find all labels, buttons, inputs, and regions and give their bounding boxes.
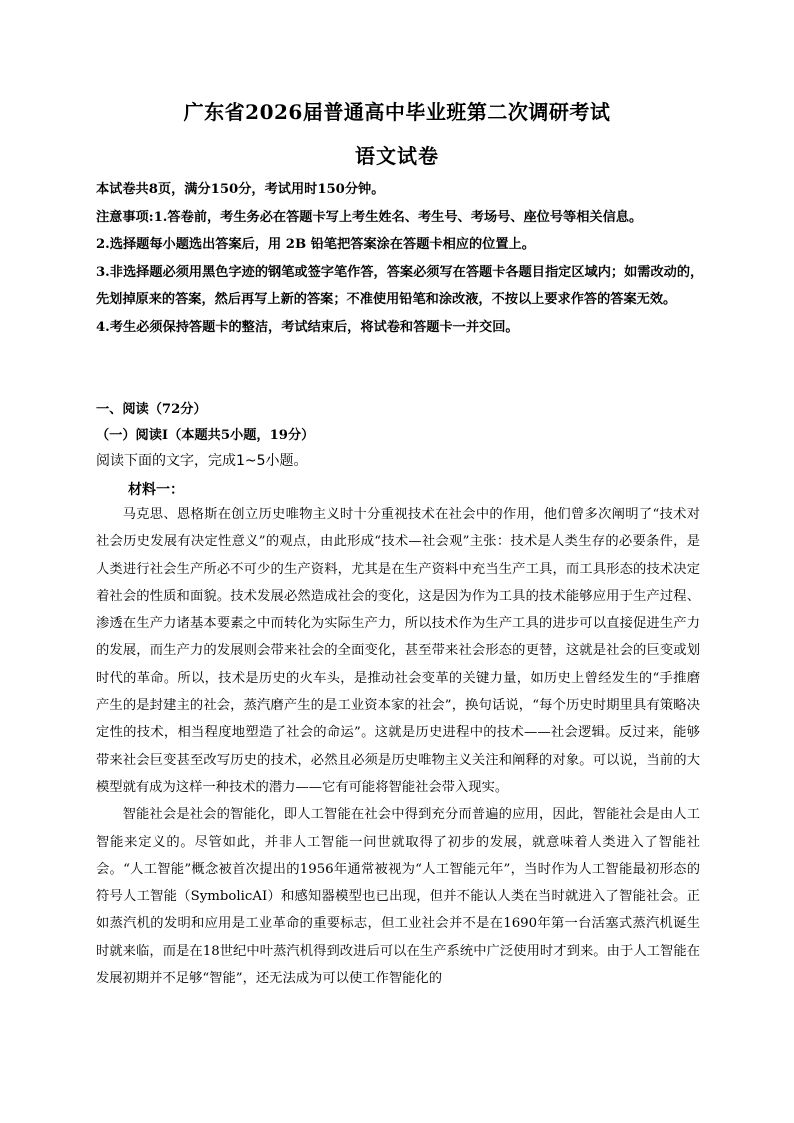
notes-line: 本试卷共8页，满分150分，考试用时150分钟。 <box>96 182 385 197</box>
passage-paragraph: 马克思、恩格斯在创立历史唯物主义时十分重视技术在社会中的作用，他们曾多次阐明了“技术对社会历史发展有决定性意义”的观点，由此形成“技术—社会观”主张：技术是人类生存的必要条件，是人类进行社会生产所必不可少的生产资料，尤其是在生产资料中充当生产工具，而工具形态的技术决定着社会的性质和面貌。技术发展必然造成社会的变化，这是因为作为工具的技术能够应用于生产过程、渗透在生产力诸基本要素之中而转化为实际生产力，所以技术作为生产工具的进步可以直接促进生产力的发展，而生产力的发展则会带来社会的全面变化，甚至带来社会形态的更替，这就是社会的巨变或划时代的革命。所以，技术是历史的火车头，是推动社会变革的关键力量，如历史上曾经发生的“手推磨产生的是封建主的社会，蒸汽磨产生的是工业资本家的社会”，换句话说，“每个历史时期里具有策略决定性的技术，相当程度地塑造了社会的命运”。这就是历史进程中的技术——社会逻辑。反过来，能够带来社会巨变甚至改写历史的技术，必然且必须是历史唯物主义关注和阐释的对象。可以说，当前的大模型就有成为这样一种技术的潜力——它有可能将智能社会带入现实。 <box>96 507 700 795</box>
material-label: 材料一： <box>128 482 184 498</box>
passage-paragraph: 智能社会是社会的智能化，即人工智能在社会中得到充分而普遍的应用，因此，智能社会是由人工智能来定义的。尽管如此，并非人工智能一问世就取得了初步的发展，就意味着人类进入了智能社会。“人工智能”概念被首次提出的1956年通常被视为“人工智能元年”，当时作为人工智能最初形态的符号人工智能（SymbolicAI）和感知器模型也已出现，但并不能认人类在当时就进入了智能社会。正如蒸汽机的发明和应用是工业革命的重要标志，但工业社会并不是在1690年第一台活塞式蒸汽机诞生时就来临，而是在18世纪中叶蒸汽机得到改进后可以在生产系统中广泛使用时才到来。由于人工智能在发展初期并不足够“智能”，还无法成为可以使工作智能化的 <box>96 807 700 987</box>
exam-title: 广东省2026届普通高中毕业班第二次调研考试 <box>183 100 611 124</box>
exam-subtitle: 语文试卷 <box>355 144 439 168</box>
reading-instruction: 阅读下面的文字，完成1~5小题。 <box>96 453 308 469</box>
exam-notes <box>96 176 708 341</box>
section-heading: 一、阅读（72分） <box>96 402 207 417</box>
notes-line: 3.非选择题必须用黑色字迹的钢笔或签字笔作答，答案必须写在答题卡各题目指定区域内；如需改动的，先划掉原来的答案，然后再写上新的答案；不准使用铅笔和涂改液，不按以上要求作答的答案无效。 <box>96 264 704 307</box>
notes-line: 4.考生必须保持答题卡的整洁，考试结束后，将试卷和答题卡一并交回。 <box>96 319 519 335</box>
passage-body <box>96 501 700 992</box>
section-subheading: （一）阅读Ⅰ（本题共5小题，19分） <box>96 428 315 443</box>
notes-line: 2.选择题每小题选出答案后，用 2B 铅笔把答案涂在答题卡相应的位置上。 <box>96 237 535 252</box>
notes-line: 注意事项:1.答卷前，考生务必在答题卡写上考生姓名、考生号、考场号、座位号等相关信息。 <box>96 209 643 225</box>
